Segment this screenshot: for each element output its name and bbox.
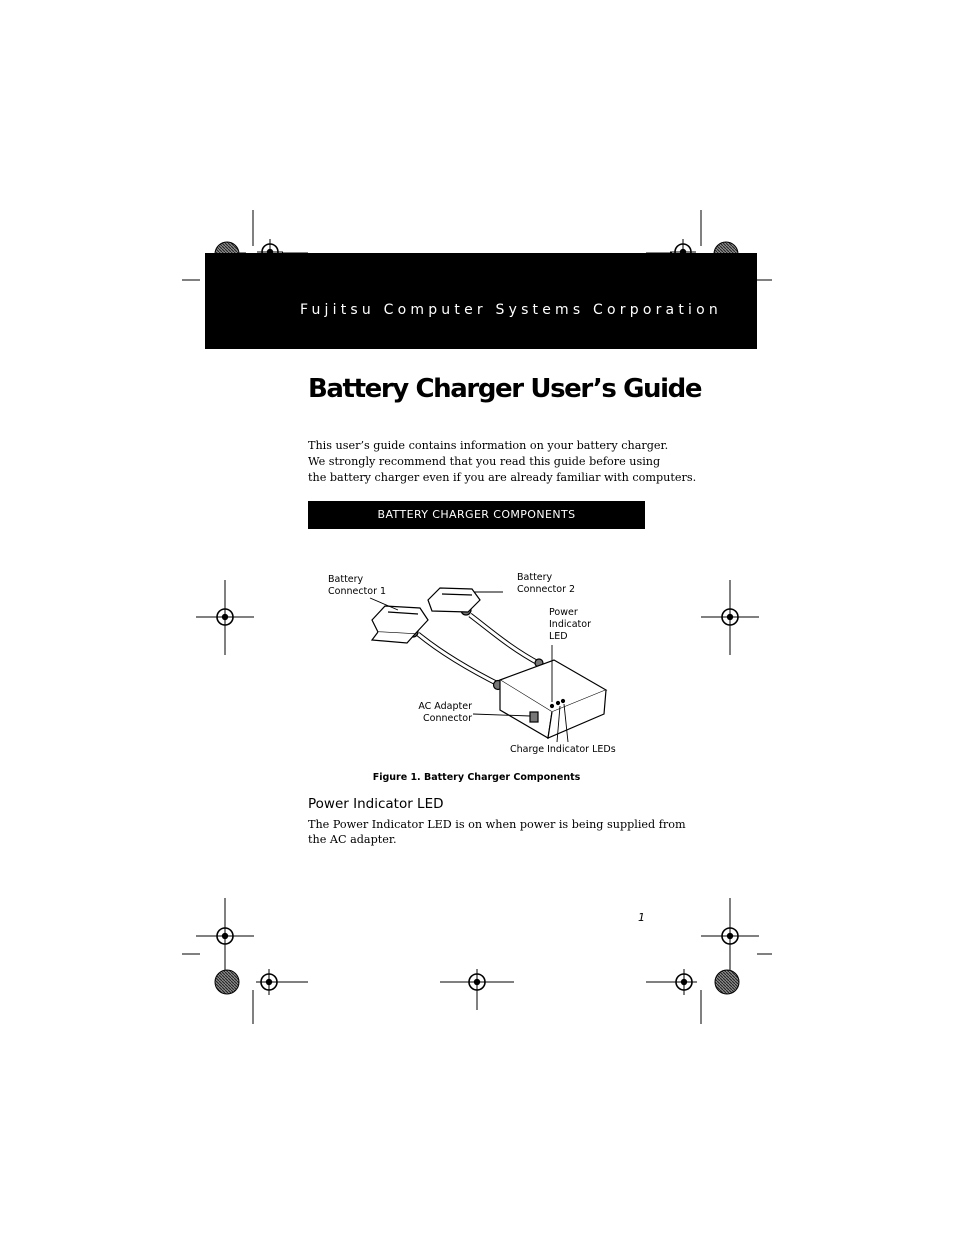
intro-paragraph [308, 438, 697, 486]
label-power-indicator-led [549, 607, 591, 643]
body-line: The Power Indicator LED is on when power is being supplied from [308, 818, 686, 831]
color-dot-bottom-right [715, 970, 739, 994]
label-line: Connector 1 [328, 586, 387, 597]
document-title: Battery Charger User’s Guide [308, 374, 702, 404]
label-battery-connector-1 [328, 574, 386, 598]
intro-line: We strongly recommend that you read this guide before using [308, 455, 661, 468]
label-line: Indicator [549, 619, 591, 630]
header-banner [205, 253, 757, 349]
label-line: LED [549, 631, 568, 642]
reg-mark-bottom-side-right [701, 898, 759, 972]
reg-mark-bottom-side-left [196, 898, 254, 972]
label-line: Battery [328, 574, 364, 585]
reg-mark-mid-left [196, 580, 254, 655]
page-number: 1 [638, 911, 645, 924]
intro-line: the battery charger even if you are already familiar with computers. [308, 471, 697, 484]
figure-caption: Figure 1. Battery Charger Components [372, 772, 581, 783]
label-line: Connector [423, 713, 472, 724]
color-dot-bottom-left [215, 970, 239, 994]
reg-mark-bottom-center [464, 969, 490, 995]
power-indicator-heading: Power Indicator LED [308, 796, 444, 812]
reg-mark-bottom-right [671, 969, 697, 995]
label-battery-connector-2 [517, 572, 575, 596]
intro-line: This user’s guide contains information on your battery charger. [308, 439, 669, 452]
reg-mark-mid-right [701, 580, 759, 655]
label-line: Power [549, 607, 578, 618]
section-heading-bar: BATTERY CHARGER COMPONENTS [308, 501, 645, 529]
power-indicator-paragraph [308, 817, 686, 847]
label-line: Connector 2 [517, 584, 576, 595]
reg-mark-bottom-left [256, 969, 282, 995]
company-name: Fujitsu Computer Systems Corporation [300, 302, 722, 318]
label-ac-adapter-connector [412, 701, 472, 725]
body-line: the AC adapter. [308, 833, 397, 846]
label-charge-indicator-leds: Charge Indicator LEDs [510, 744, 616, 755]
label-line: Battery [517, 572, 553, 583]
label-line: AC Adapter [418, 701, 472, 712]
